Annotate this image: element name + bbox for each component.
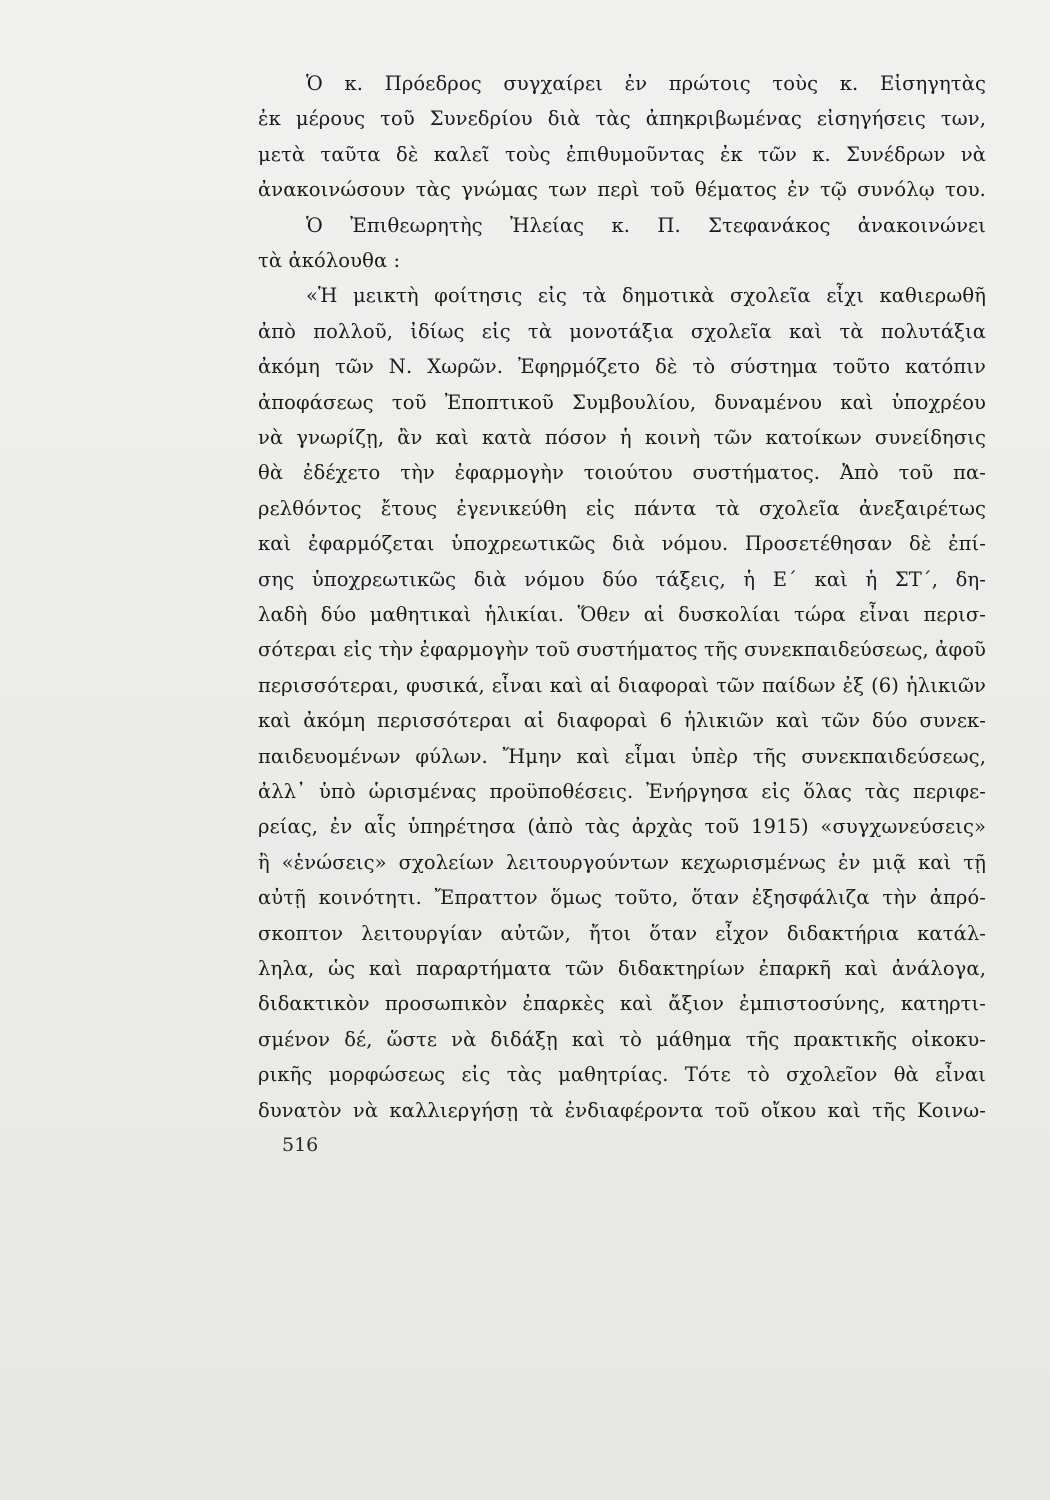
- text-line: ἀπὸ πολλοῦ, ἰδίως εἰς τὰ μονοτάξια σχολεῖα καὶ τὰ πολυτάξια: [258, 319, 986, 343]
- text-line: ἀλλ᾽ ὑπὸ ὡρισμένας προϋποθέσεις. Ἐνήργησα εἰς ὅλας τὰς περιφε-: [258, 780, 986, 803]
- text-line: τὰ ἀκόλουθα :: [258, 249, 401, 272]
- text-line: Ὁ Ἐπιθεωρητὴς Ἠλείας κ. Π. Στεφανάκος ἀνακοινώνει: [306, 213, 986, 237]
- text-line: ἢ «ἑνώσεις» σχολείων λειτουργούντων κεχωρισμένως ἐν μιᾷ καὶ τῇ: [258, 850, 986, 874]
- text-line: λαδὴ δύο μαθητικαὶ ἡλικίαι. Ὅθεν αἱ δυσκολίαι τώρα εἶναι περισ-: [258, 603, 986, 626]
- text-line: ἀποφάσεως τοῦ Ἐποπτικοῦ Συμβουλίου, δυναμένου καὶ ὑποχρέου: [258, 390, 986, 414]
- text-line: ρείας, ἐν αἷς ὑπηρέτησα (ἀπὸ τὰς ἀρχὰς τοῦ 1915) «συγχωνεύσεις»: [258, 815, 986, 839]
- text-line: περισσότεραι, φυσικά, εἶναι καὶ αἱ διαφοραὶ τῶν παίδων ἐξ (6) ἡλικιῶν: [258, 673, 986, 697]
- text-line: ληλα, ὡς καὶ παραρτήματα τῶν διδακτηρίων ἐπαρκῆ καὶ ἀνάλογα,: [258, 957, 986, 980]
- text-line: ἐκ μέρους τοῦ Συνεδρίου διὰ τὰς ἀπηκριβωμένας εἰσηγήσεις των,: [258, 107, 986, 131]
- text-line: νὰ γνωρίζῃ, ἂν καὶ κατὰ πόσον ἡ κοινὴ τῶν κατοίκων συνείδησις: [258, 426, 986, 449]
- text-line: αὐτῇ κοινότητι. Ἔπραττον ὅμως τοῦτο, ὅταν ἐξησφάλιζα τὴν ἀπρό-: [258, 886, 986, 910]
- text-line: διδακτικὸν προσωπικὸν ἐπαρκὲς καὶ ἄξιον ἐμπιστοσύνης, κατηρτι-: [258, 992, 986, 1016]
- text-line: «Ἡ μεικτὴ φοίτησις εἰς τὰ δημοτικὰ σχολεῖα εἶχι καθιερωθῆ: [306, 284, 986, 308]
- text-line: ρικῆς μορφώσεως εἰς τὰς μαθητρίας. Τότε τὸ σχολεῖον θὰ εἶναι: [258, 1063, 986, 1087]
- text-line: καὶ ἐφαρμόζεται ὑποχρεωτικῶς διὰ νόμου. Προσετέθησαν δὲ ἐπί-: [258, 532, 986, 556]
- text-line: θὰ ἐδέχετο τὴν ἐφαρμογὴν τοιούτου συστήματος. Ἀπὸ τοῦ πα-: [258, 461, 986, 485]
- text-line: ρελθόντος ἔτους ἐγενικεύθη εἰς πάντα τὰ σχολεῖα ἀνεξαιρέτως: [258, 496, 986, 520]
- text-line: σότεραι εἰς τὴν ἐφαρμογὴν τοῦ συστήματος τῆς συνεκπαιδεύσεως, ἀφοῦ: [258, 638, 986, 662]
- text-line: μετὰ ταῦτα δὲ καλεῖ τοὺς ἐπιθυμοῦντας ἐκ τῶν κ. Συνέδρων νὰ: [258, 142, 986, 166]
- text-line: παιδευομένων φύλων. Ἤμην καὶ εἶμαι ὑπὲρ τῆς συνεκπαιδεύσεως,: [258, 744, 986, 768]
- text-line: ἀκόμη τῶν Ν. Χωρῶν. Ἐφηρμόζετο δὲ τὸ σύστημα τοῦτο κατόπιν: [258, 355, 986, 379]
- text-line: Ὁ κ. Πρόεδρος συγχαίρει ἐν πρώτοις τοὺς κ. Εἰσηγητὰς: [306, 72, 986, 95]
- text-line: ἀνακοινώσουν τὰς γνώμας των περὶ τοῦ θέματος ἐν τῷ συνόλῳ του.: [258, 178, 986, 202]
- text-line: σμένον δέ, ὥστε νὰ διδάξῃ καὶ τὸ μάθημα τῆς πρακτικῆς οἰκοκυ-: [258, 1027, 986, 1051]
- text-line: καὶ ἀκόμη περισσότεραι αἱ διαφοραὶ 6 ἡλικιῶν καὶ τῶν δύο συνεκ-: [258, 709, 986, 733]
- text-line: δυνατὸν νὰ καλλιεργήσῃ τὰ ἐνδιαφέροντα τοῦ οἴκου καὶ τῆς Κοινω-: [258, 1098, 986, 1122]
- page-number: 516: [282, 1134, 319, 1156]
- text-line: σκοπτον λειτουργίαν αὐτῶν, ἤτοι ὅταν εἶχον διδακτήρια κατάλ-: [258, 921, 986, 945]
- text-line: σης ὑποχρεωτικῶς διὰ νόμου δύο τάξεις, ἡ Ε΄ καὶ ἡ ΣΤ΄, δη-: [258, 567, 986, 591]
